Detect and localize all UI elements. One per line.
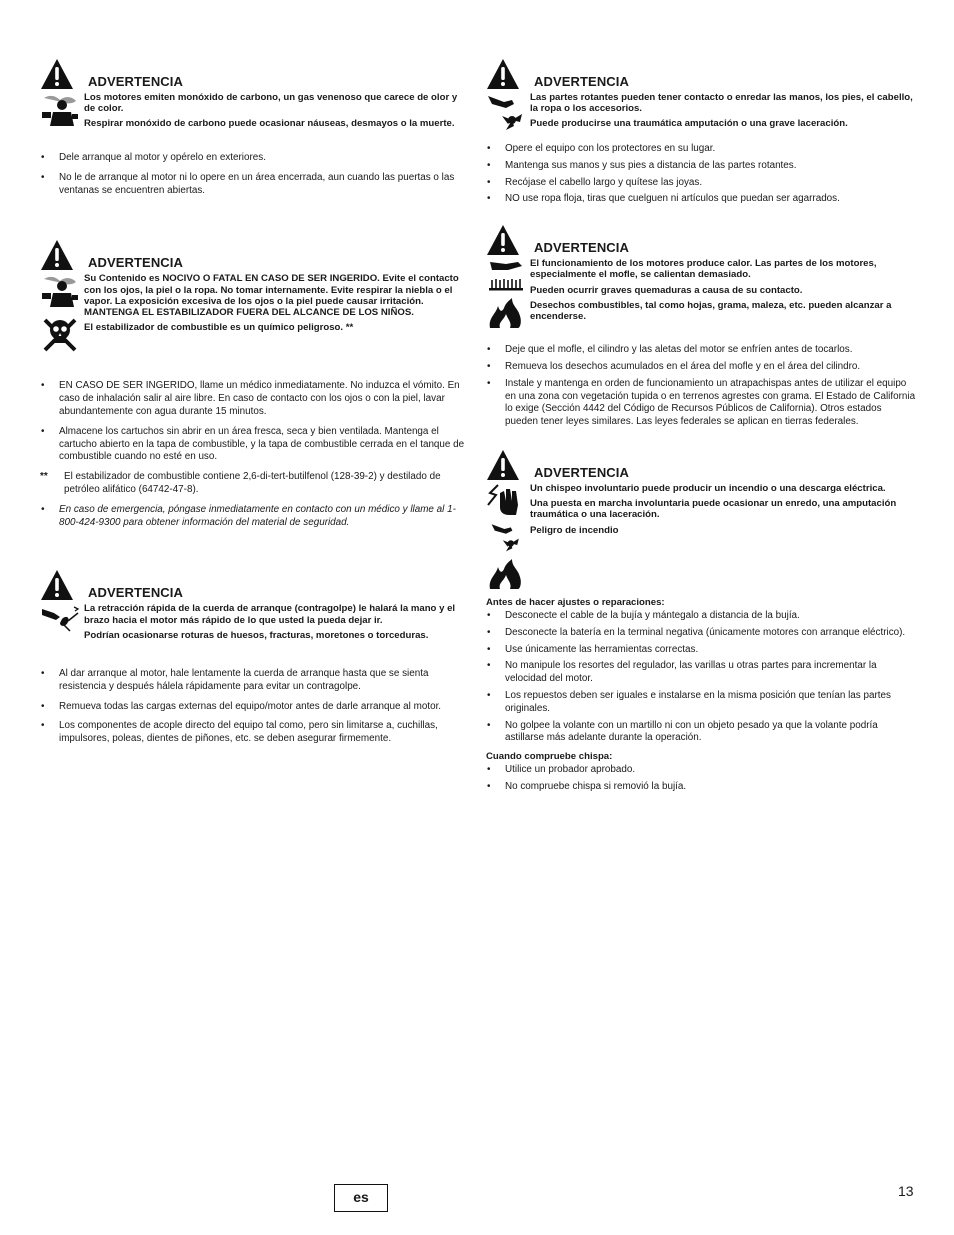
bullet-list	[40, 380, 470, 529]
language-tab: es	[334, 1184, 388, 1212]
warning-triangle-icon	[40, 58, 74, 90]
bullet-list	[486, 344, 916, 429]
list-item: • Deje que el mofle, el cilindro y las aletas del motor se enfríen antes de tocarlos.	[486, 344, 916, 357]
bullet-list	[486, 143, 916, 206]
warning-text: Peligro de incendio	[530, 524, 619, 536]
right-column	[486, 58, 916, 798]
repairs-heading: Antes de hacer ajustes o reparaciones:	[486, 596, 665, 608]
warning-carbon-monoxide	[40, 58, 470, 197]
warning-text: Respirar monóxido de carbono puede ocasionar náuseas, desmayos o la muerte.	[84, 118, 455, 130]
bullet-list	[40, 668, 470, 746]
list-item: • Los repuestos deben ser iguales e instalarse en la misma posición que tenían las partes originales.	[486, 690, 916, 716]
list-item: • No compruebe chispa si removió la bujía.	[486, 781, 916, 794]
warning-triangle-icon	[486, 224, 520, 256]
warning-fuel-stabilizer	[40, 239, 470, 529]
list-item: • Opere el equipo con los protectores en su lugar.	[486, 143, 916, 156]
rotating-parts-icon	[486, 92, 526, 132]
warning-text: Puede producirse una traumática amputación o una grave laceración.	[530, 118, 848, 130]
kickback-hand-icon	[40, 603, 80, 633]
footnote: ** El estabilizador de combustible contiene 2,6-di-tert-butilfenol (128-39-2) y destilado de petróleo alifático (64742-47-8).	[40, 471, 470, 497]
warning-title: ADVERTENCIA	[88, 585, 183, 601]
bullet-list	[40, 152, 470, 197]
warning-spark-ignition	[486, 449, 916, 794]
warning-text: Las partes rotantes pueden tener contacto o enredar las manos, los pies, el cabello, la ropa o los accesorios.	[530, 92, 913, 115]
warning-title: ADVERTENCIA	[88, 255, 183, 271]
list-item: • Almacene los cartuchos sin abrir en un área fresca, seca y bien ventilada. Mantenga el cartucho abierto en la tapa de combustible, y la tapa de combustible cerrada en el tanque de combustible cuando no esté en uso.	[40, 426, 470, 464]
skull-crossbones-icon	[40, 315, 80, 353]
list-item: • Recójase el cabello largo y quítese las joyas.	[486, 177, 916, 190]
exhaust-fumes-icon	[40, 273, 80, 311]
left-column	[40, 58, 470, 753]
bullet-list	[486, 764, 916, 794]
list-item: • Desconecte el cable de la bujía y mántegalo a distancia de la bujía.	[486, 610, 916, 623]
list-item: • Dele arranque al motor y opérelo en exteriores.	[40, 152, 470, 165]
warning-triangle-icon	[40, 569, 74, 601]
warning-text: El funcionamiento de los motores produce calor. Las partes de los motores, especialmente el mofle, se calientan demasiado.	[530, 258, 877, 281]
emergency-note: • En caso de emergencia, póngase inmediatamente en contacto con un médico y llame al 1-800-424-9300 para obtener información del material de seguridad.	[40, 504, 470, 530]
list-item: • Mantenga sus manos y sus pies a distancia de las partes rotantes.	[486, 160, 916, 173]
warning-hot-surfaces	[486, 224, 916, 429]
rotating-parts-icon	[486, 521, 526, 553]
warning-title: ADVERTENCIA	[534, 240, 629, 256]
warning-triangle-icon	[40, 239, 74, 271]
warning-text: Los motores emiten monóxido de carbono, un gas venenoso que carece de olor y de color.	[84, 92, 458, 115]
list-item: • Los componentes de acople directo del equipo tal como, pero sin limitarse a, cuchillas, impulsores, poleas, dientes de piñones, etc. se deben asegurar firmemente.	[40, 720, 470, 746]
list-item: • Remueva todas las cargas externas del equipo/motor antes de darle arranque al motor.	[40, 701, 470, 714]
page-number: 13	[898, 1183, 914, 1199]
spark-heading: Cuando compruebe chispa:	[486, 751, 613, 763]
warning-title: ADVERTENCIA	[88, 74, 183, 89]
list-item: • EN CASO DE SER INGERIDO, llame un médico inmediatamente. No induzca el vómito. En caso de inhalación salir al aire libre. En caso de contacto con los ojos o con la piel, lavar abundantemente con agua durante 15 minutos.	[40, 380, 470, 418]
warning-text: El estabilizador de combustible es un químico peligroso. **	[84, 322, 354, 334]
list-item: • Al dar arranque al motor, hale lentamente la cuerda de arranque hasta que se sienta resistencia y después hálela rápidamente para evitar un contragolpe.	[40, 668, 470, 694]
warning-text: Desechos combustibles, tal como hojas, grama, maleza, etc. pueden alcanzar a encenderse.	[530, 299, 892, 322]
warning-title: ADVERTENCIA	[534, 74, 629, 89]
hot-surface-hand-icon	[486, 258, 526, 292]
warning-title: ADVERTENCIA	[534, 464, 629, 480]
list-item: • Use únicamente las herramientas correctas.	[486, 644, 916, 657]
list-item: • Desconecte la batería en la terminal negativa (únicamente motores con arranque eléctrico).	[486, 627, 916, 640]
warning-text: Una puesta en marcha involuntaria puede ocasionar un enredo, una amputación traumática o una laceración.	[530, 498, 897, 521]
fire-icon	[486, 557, 526, 591]
warning-kickback	[40, 569, 470, 746]
list-item: • Utilice un probador aprobado.	[486, 764, 916, 777]
warning-triangle-icon	[486, 58, 520, 90]
warning-triangle-icon	[486, 449, 520, 481]
bullet-list	[486, 610, 916, 745]
exhaust-fumes-icon	[40, 92, 80, 130]
warning-text: Pueden ocurrir graves quemaduras a causa de su contacto.	[530, 284, 803, 296]
warning-text: La retracción rápida de la cuerda de arranque (contragolpe) le halará la mano y el brazo hacia el motor más rápido de lo que usted la pueda dejar ir.	[84, 603, 456, 626]
list-item: • No le de arranque al motor ni lo opere en un área encerrada, aun cuando las puertas o las ventanas se encuentren abiertas.	[40, 172, 470, 198]
list-item: • Instale y mantenga en orden de funcionamiento un atrapachispas antes de utilizar el equipo en una zona con vegetación tupida o en terrenos agrestes con grama. El Estado de California lo exige (Sección 4442 del Código de Recursos Públicos de California). Otros estados pueden tener leyes similares. Las leyes federales se aplican en tierras federales.	[486, 378, 916, 429]
warning-text: Podrían ocasionarse roturas de huesos, fracturas, moretones o torceduras.	[84, 629, 429, 641]
list-item: • Remueva los desechos acumulados en el área del mofle y en el área del cilindro.	[486, 361, 916, 374]
warning-text: Su Contenido es NOCIVO O FATAL EN CASO DE SER INGERIDO. Evite el contacto con los ojos, la piel o la ropa. No tomar internamente. Evite respirar la niebla o el vapor. La exposición excesiva de los ojos o la piel puede causar irritación. MANTENGA EL ESTABILIZADOR FUERA DEL ALCANCE DE LOS NIÑOS.	[84, 273, 459, 318]
warning-text: Un chispeo involuntario puede producir un incendio o una descarga eléctrica.	[530, 482, 886, 494]
list-item: • No manipule los resortes del regulador, las varillas u otras partes para incrementar la velocidad del motor.	[486, 660, 916, 686]
warning-rotating-parts	[486, 58, 916, 206]
list-item: • NO use ropa floja, tiras que cuelguen ni artículos que puedan ser agarrados.	[486, 193, 916, 206]
list-item: • No golpee la volante con un martillo ni con un objeto pesado ya que la volante podría astillarse más adelante durante la operación.	[486, 720, 916, 746]
fire-icon	[486, 296, 526, 330]
electric-shock-icon	[486, 483, 526, 517]
